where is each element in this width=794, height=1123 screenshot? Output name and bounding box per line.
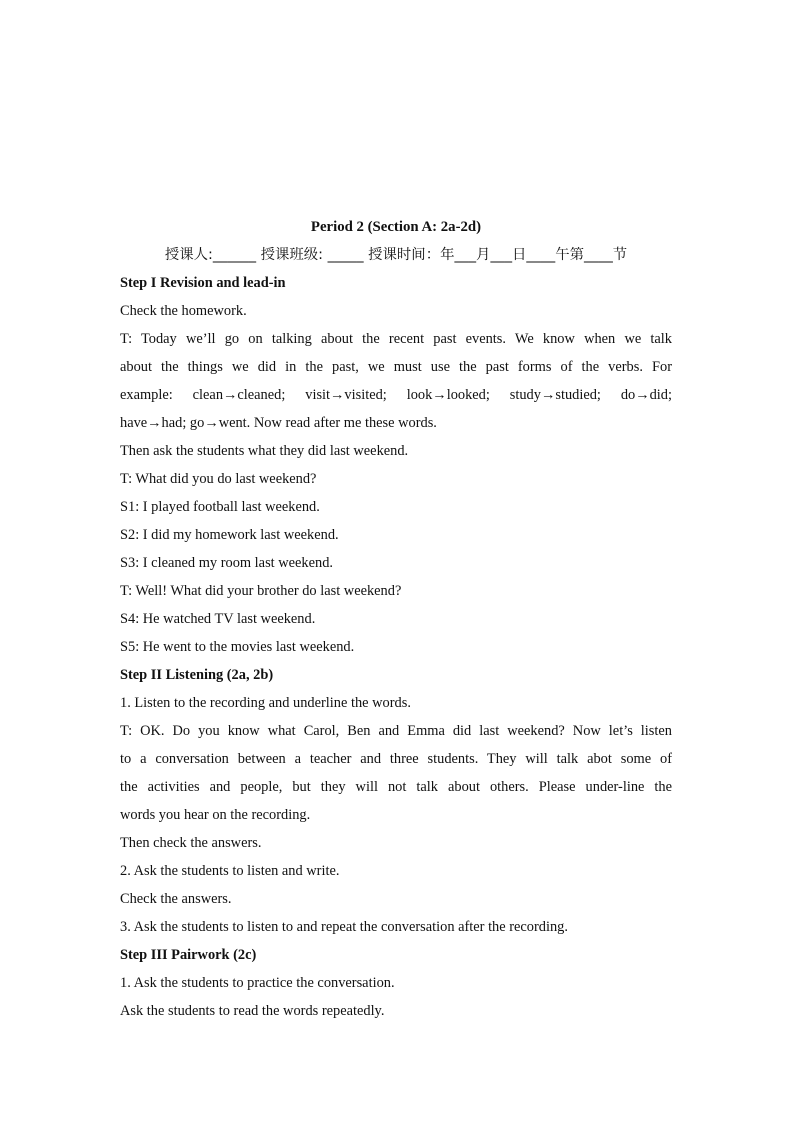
body-line: T: What did you do last weekend?: [120, 471, 317, 487]
body-line: words you hear on the recording.: [120, 807, 311, 823]
body-line: Check the homework.: [120, 303, 247, 319]
body-line: to a conversation between a teacher and three students. They will talk abot some of: [120, 751, 672, 767]
body-line: Then ask the students what they did last weekend.: [120, 443, 409, 459]
body-line: the activities and people, but they will not talk about others. Please under-line the: [120, 779, 672, 795]
body-line: T: OK. Do you know what Carol, Ben and Emma did last weekend? Now let’s listen: [120, 723, 672, 739]
step-heading: Step III Pairwork (2c): [120, 947, 257, 963]
body-line: T: Well! What did your brother do last weekend?: [120, 583, 402, 599]
body-line: 1. Ask the students to practice the conversation.: [120, 975, 395, 991]
document-page: [120, 213, 672, 1025]
body-line: Ask the students to read the words repeatedly.: [120, 1003, 385, 1019]
body-line: S3: I cleaned my room last weekend.: [120, 555, 333, 571]
body-line: S2: I did my homework last weekend.: [120, 527, 339, 543]
body-line: 3. Ask the students to listen to and repeat the conversation after the recording.: [120, 919, 568, 935]
body-line: 2. Ask the students to listen and write.: [120, 863, 340, 879]
body-line: S5: He went to the movies last weekend.: [120, 639, 355, 655]
body-line: example: clean→cleaned; visit→visited; look→looked; study→studied; do→did;: [120, 387, 672, 403]
document-body: [120, 269, 672, 1025]
body-line: S1: I played football last weekend.: [120, 499, 320, 515]
body-line: 1. Listen to the recording and underline the words.: [120, 695, 411, 711]
body-line: T: Today we’ll go on talking about the recent past events. We know when we talk: [120, 331, 672, 347]
body-line: about the things we did in the past, we must use the past forms of the verbs. For: [120, 359, 672, 375]
step-heading: Step I Revision and lead-in: [120, 275, 286, 291]
document-title: Period 2 (Section A: 2a-2d): [310, 219, 482, 235]
step-heading: Step II Listening (2a, 2b): [120, 667, 274, 683]
body-line: S4: He watched TV last weekend.: [120, 611, 316, 627]
body-line: have→had; go→went. Now read after me these words.: [120, 415, 437, 431]
lesson-info-line: 授课人:______ 授课班级: _____ 授课时间：年___月___日____午第____节: [164, 247, 628, 263]
body-line: Then check the answers.: [120, 835, 262, 851]
body-line: Check the answers.: [120, 891, 232, 907]
